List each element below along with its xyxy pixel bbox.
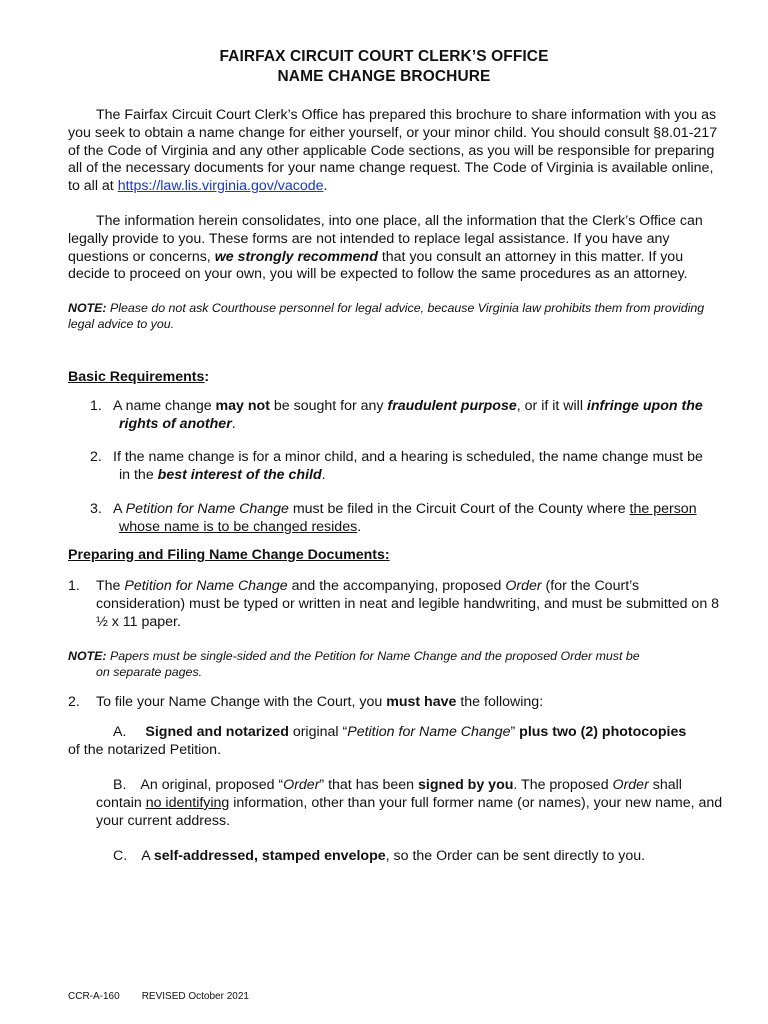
intro-paragraph-1-text: The Fairfax Circuit Court Clerk’s Office has prepared this brochure to share information with you as you seek to obtain a name change for either yourself, or your minor child. You should consult §8.01-217 of the Code of Virginia and any other applicable Code sections, as you will be responsible for preparing all of the necessary documents for your name change request. The Code of Virginia is available online, to all at <box>68 107 718 195</box>
strong-recommendation: we strongly recommend <box>214 248 378 265</box>
page-title-line-2: NAME CHANGE BROCHURE <box>277 68 491 85</box>
legal-advice-note: NOTE: Please do not ask Courthouse personnel for legal advice, because Virginia law prohibits them from providing legal advice to you. <box>68 301 705 331</box>
form-id: CCR-A-160 <box>68 991 120 1002</box>
page-title-line-1: FAIRFAX CIRCUIT COURT CLERK’S OFFICE <box>219 48 549 65</box>
page-footer <box>68 991 271 1002</box>
intro-paragraph-2: The information herein consolidates, into one place, all the information that the Clerk’s Office can legally provide to you. These forms are not intended to replace legal assistance. If you have any questions or concerns, we strongly recommend that you consult an attorney in this matter. If you decide to proceed on your own, you will be expected to follow the same procedures as an attorney. <box>68 213 703 283</box>
basic-requirements-heading: Basic Requirements: <box>68 369 210 385</box>
intro-paragraph-1: The Fairfax Circuit Court Clerk’s Office has prepared this brochure to share information with you as you seek to obtain a name change for either yourself, or your minor child. You should consult §8.01-217 of the Code of Virginia and any other applicable Code sections, as you will be responsible for preparing all of the necessary documents for your name change request. The Code of Virginia is available online, to all at https://law.lis.virginia.gov/vacode. <box>68 107 718 195</box>
requirement-c: C. A self-addressed, stamped envelope, so the Order can be sent directly to you. <box>113 848 646 864</box>
single-sided-note: NOTE: Papers must be single-sided and the Petition for Name Change and the proposed Order must be on separate pages. <box>68 649 640 679</box>
revision-date: REVISED October 2021 <box>141 991 249 1002</box>
requirement-a: A. Signed and notarized original “Petition for Name Change” plus two (2) photocopies of the notarized Petition. <box>68 724 687 758</box>
requirement-b: B. An original, proposed “Order” that has been signed by you. The proposed Order shall contain no identifying information, other than your full former name (or names), your new name, and your current address. <box>96 777 723 829</box>
vacode-link[interactable]: https://law.lis.virginia.gov/vacode <box>117 178 324 195</box>
preparing-filing-heading: Preparing and Filing Name Change Documents: <box>68 547 390 563</box>
